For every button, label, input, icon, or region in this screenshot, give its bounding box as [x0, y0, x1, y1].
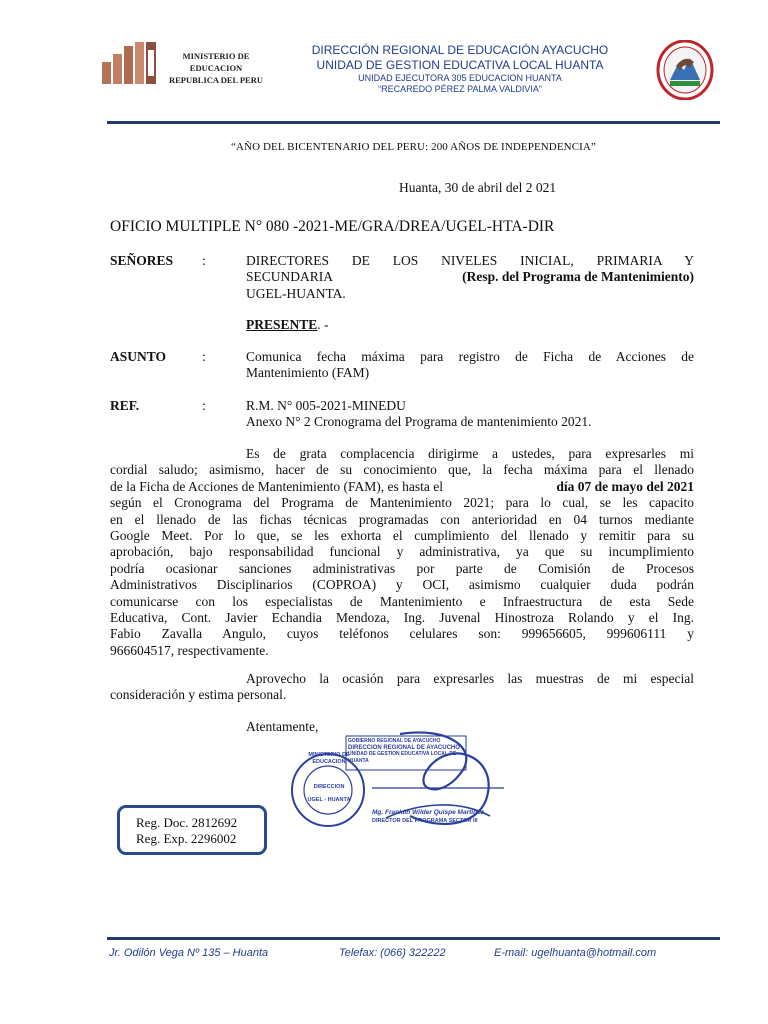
body-paragraph-1: Es de grata complacencia dirigirme a ustedes, para expresarles mi cordial saludo; asimismo, hacer de su conocimiento que, la fecha máxima para el llenado de la Ficha de Acciones de Mantenimiento (FAM), es hasta el día 07 de mayo del 2021 según el Cronograma del Programa de Mantenimiento 2021; para lo cual, se les capacito en el llenado de las fichas técnicas programadas con anterioridad en 04 turnos mediante Google Meet. Por lo que, se les exhorta el cumplimiento del llenado y remitir para su aprobación, bajo responsabilidad funcional y administrativa, ya que su incumplimiento podría ocasionar sanciones administrativas por parte de Comisión de Procesos Administrativos Disciplinarios (COPROA) y OCI, asimismo cualquier duda podrán comunicarse con los especialistas de Mantenimiento e Infraestructura de esta Sede Educativa, Cont. Javier Echandia Mendoza, Ing. Juvenal Hinostroza Rolando y el Ing. Fabio Zavalla Angulo, cuyos teléfonos celulares son: 999656605, 999606111 y 966604517, respectivamente. — [110, 446, 694, 658]
place-date: Huanta, 30 de abril del 2 021 — [399, 180, 557, 195]
senores-block — [246, 253, 694, 302]
ministry-logo — [100, 40, 270, 88]
stamp-rect-text: GOBIERNO REGIONAL DE AYACUCHO DIRECCION REGIONAL DE AYACUCHO UNIDAD DE GESTION EDUCATIVA LOCAL DE HUANTA — [348, 738, 460, 764]
asunto-text: Comunica fecha máxima para registro de Ficha de Acciones de Mantenimiento (FAM) — [246, 349, 694, 381]
year-motto: “AÑO DEL BICENTENARIO DEL PERU: 200 AÑOS DE INDEPENDENCIA” — [231, 141, 596, 153]
regional-emblem-icon — [656, 40, 714, 100]
body-line: Fabio Zavalla Angulo, cuyos teléfonos celulares son: 999656605, 999606111 y — [110, 626, 694, 642]
body-line: podría ocasionar sanciones administrativas por parte de Comisión de Procesos — [110, 560, 694, 576]
signature-block — [372, 809, 484, 824]
document-title: OFICIO MULTIPLE N° 080 -2021-ME/GRA/DREA/UGEL-HTA-DIR — [110, 218, 555, 235]
body-paragraph-1-rest — [110, 495, 694, 659]
senores-line-1: DIRECTORES DE LOS NIVELES INICIAL, PRIMARIA Y — [246, 253, 694, 268]
signatory-name: Mg. Franklin Wilder Quispe Martinez — [372, 809, 484, 816]
closing: Atentamente, — [246, 719, 319, 734]
body-paragraph-2: Aprovecho la ocasión para expresarles las muestras de mi especial consideración y estima personal. — [110, 671, 694, 703]
footer-email: E-mail: ugelhuanta@hotmail.com — [494, 947, 657, 959]
header-rule — [107, 121, 720, 124]
body-line: Educativa, Cont. Javier Echandia Mendoza, Ing. Juvenal Hinostroza Rolando y el Ing. — [110, 610, 694, 626]
header-title-4: “RECAREDO PÉREZ PALMA VALDIVIA” — [378, 84, 542, 94]
body-line: según el Cronograma del Programa de Mantenimiento 2021; para lo cual, se les capacito — [110, 495, 694, 511]
body-line: comunicarse con los especialistas de Mantenimiento e Infraestructura de esta Sede — [110, 593, 694, 609]
ministry-name: MINISTERIO DE EDUCACION REPUBLICA DEL PERU — [169, 51, 263, 85]
header-title-1: DIRECCIÓN REGIONAL DE EDUCACIÓN AYACUCHO — [311, 43, 609, 57]
body-line: Google Meet. Por lo que, se les exhorta el cumplimiento del llenado y remitir para su — [110, 528, 694, 544]
body-line: en el llenado de las fichas técnicas programadas con anterioridad en 04 turnos mediante — [110, 511, 694, 527]
senores-line-3: UGEL-HUANTA. — [246, 285, 346, 301]
body-line: aprobación, bajo responsabilidad funcional y administrativa, ya que su incumplimiento — [110, 544, 694, 560]
ref-label: REF. — [110, 398, 140, 413]
senores-colon: : — [202, 253, 206, 268]
footer-phone: Telefax: (066) 322222 — [339, 947, 446, 959]
stamp-round-text: MINISTERIO DE EDUCACION DIRECCION UGEL - HUANTA — [307, 752, 351, 803]
header-titles — [295, 43, 625, 95]
asunto-label: ASUNTO — [110, 349, 167, 364]
footer-address: Jr. Odilón Vega Nº 135 – Huanta — [109, 947, 269, 959]
reg-exp: Reg. Exp. 2296002 — [136, 831, 237, 846]
footer-rule — [107, 937, 720, 940]
signatory-role: DIRECTOR DEL PROGRAMA SECTOR III — [372, 818, 478, 824]
registration-box — [117, 805, 267, 855]
body-line: 966604517, respectivamente. — [110, 642, 269, 658]
body-line: Administrativos Disciplinarios (COPROA) y OCI, asimismo cualquier duda podrán — [110, 577, 694, 593]
presente-label: PRESENTE — [246, 317, 318, 332]
ref-colon: : — [202, 398, 206, 413]
senores-label: SEÑORES — [110, 253, 174, 268]
asunto-colon: : — [202, 349, 206, 364]
header-title-3: UNIDAD EJECUTORA 305 EDUCACION HUANTA — [358, 73, 562, 83]
header-title-2: UNIDAD DE GESTION EDUCATIVA LOCAL HUANTA — [316, 58, 604, 72]
reg-doc: Reg. Doc. 2812692 — [136, 815, 238, 830]
presente: PRESENTE. - — [246, 317, 329, 332]
ref-text: R.M. N° 005-2021-MINEDU Anexo N° 2 Cronograma del Programa de mantenimiento 2021. — [246, 398, 592, 430]
senores-line-2: SECUNDARIA (Resp. del Programa de Mantenimiento) — [246, 269, 694, 285]
deadline-date: día 07 de mayo del 2021 — [556, 478, 694, 494]
ministry-bars-icon — [100, 40, 160, 86]
